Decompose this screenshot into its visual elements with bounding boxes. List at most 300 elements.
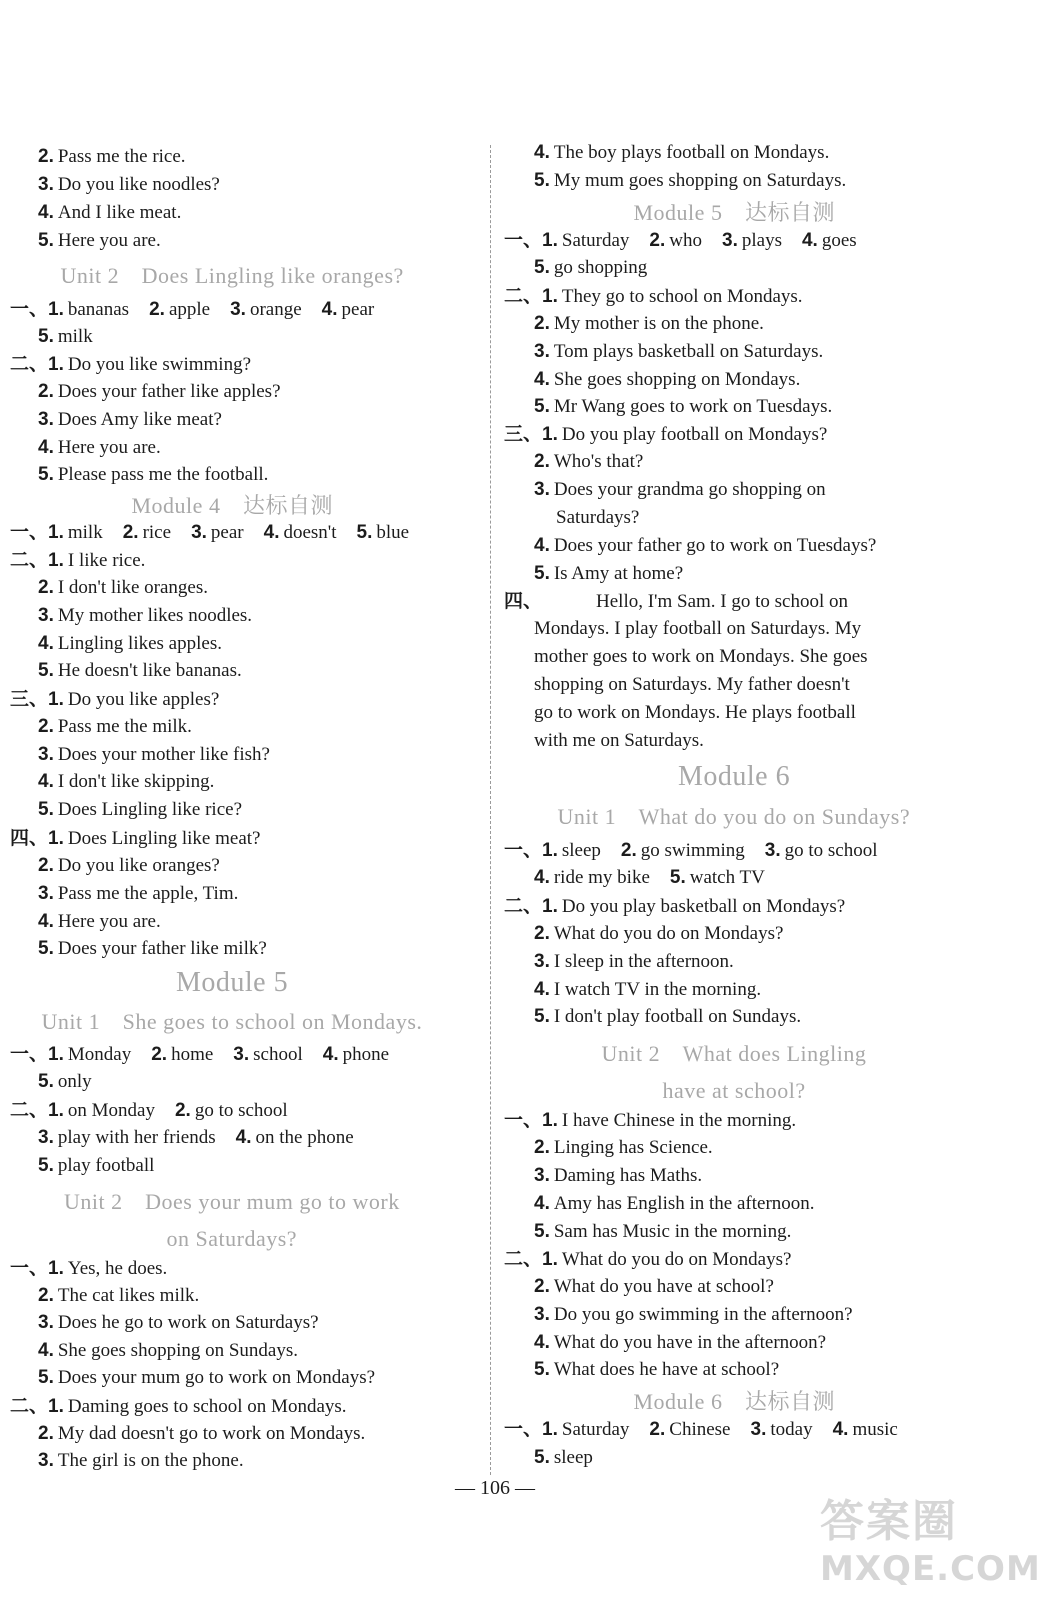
answer-line bbox=[38, 408, 222, 432]
item-number: 4. bbox=[263, 522, 280, 543]
item-number: 3. bbox=[191, 522, 207, 543]
answer-text: My mother likes noodles. bbox=[57, 605, 253, 626]
answer-text: shopping on Saturdays. My father doesn't bbox=[534, 674, 850, 695]
item-number: 2. bbox=[38, 855, 54, 876]
answer-text: Here you are. bbox=[57, 230, 161, 251]
answer-text: Does your grandma go shopping on bbox=[553, 479, 826, 500]
section-marker: 一、 bbox=[504, 1418, 543, 1440]
answer-text: I sleep in the afternoon. bbox=[553, 951, 734, 972]
answer-text: apple bbox=[168, 299, 211, 320]
answer-line bbox=[534, 395, 832, 419]
item-number: 1. bbox=[48, 828, 64, 849]
answer-text: Pass me the milk. bbox=[57, 716, 192, 737]
item-number: 1. bbox=[48, 522, 64, 543]
answer-line bbox=[38, 1339, 298, 1363]
answer-text: music bbox=[852, 1419, 898, 1440]
answer-text: I watch TV in the morning. bbox=[553, 979, 762, 1000]
answer-text: I have Chinese in the morning. bbox=[561, 1110, 797, 1131]
answer-line bbox=[38, 604, 252, 628]
item-number: 1. bbox=[48, 1258, 64, 1279]
answer-line bbox=[534, 1136, 713, 1160]
answer-text: Do you like oranges? bbox=[57, 855, 220, 876]
answer-text: I don't like oranges. bbox=[57, 577, 208, 598]
answer-line bbox=[10, 687, 219, 712]
item-number: 4. bbox=[534, 1332, 550, 1353]
answer-line bbox=[10, 548, 145, 573]
item-number: 1. bbox=[542, 1419, 558, 1440]
answer-line bbox=[38, 854, 220, 878]
answer-text: Does your father like milk? bbox=[57, 938, 267, 959]
section-marker: 一、 bbox=[10, 1043, 49, 1065]
answer-text: Do you play football on Mondays? bbox=[561, 424, 828, 445]
answer-line bbox=[38, 145, 186, 169]
answer-line bbox=[534, 141, 829, 165]
answer-line bbox=[38, 1311, 319, 1335]
answer-line bbox=[534, 645, 868, 669]
answer-text: Lingling likes apples. bbox=[57, 633, 222, 654]
answer-text: play with her friends bbox=[57, 1127, 216, 1148]
item-number: 5. bbox=[534, 1221, 550, 1242]
item-number: 4. bbox=[534, 535, 550, 556]
item-number: 5. bbox=[38, 799, 54, 820]
answer-text: Here you are. bbox=[57, 911, 161, 932]
answer-text: only bbox=[57, 1071, 92, 1092]
answer-line bbox=[38, 910, 161, 934]
answer-text: Who's that? bbox=[553, 451, 644, 472]
answer-text: Does Amy like meat? bbox=[57, 409, 222, 430]
answer-text: Does your mum go to work on Mondays? bbox=[57, 1367, 376, 1388]
item-number: 3. bbox=[230, 299, 246, 320]
item-number: 5. bbox=[669, 867, 686, 888]
answer-text: Does your mother like fish? bbox=[57, 744, 270, 765]
answer-text: Is Amy at home? bbox=[553, 563, 684, 584]
item-number: 2. bbox=[38, 577, 54, 598]
answer-text: Do you play basketball on Mondays? bbox=[561, 896, 846, 917]
item-number: 4. bbox=[38, 771, 54, 792]
answer-line bbox=[534, 950, 734, 974]
item-number: 3. bbox=[722, 230, 738, 251]
answer-line bbox=[10, 520, 409, 545]
item-number: 5. bbox=[534, 563, 550, 584]
answer-line bbox=[38, 715, 192, 739]
item-number: 2. bbox=[534, 313, 550, 334]
answer-line bbox=[534, 978, 761, 1002]
item-number: 3. bbox=[38, 409, 54, 430]
answer-text: milk bbox=[57, 326, 93, 347]
item-number: 3. bbox=[38, 1450, 54, 1471]
unit-heading: Unit 1 She goes to school on Mondays. bbox=[41, 1009, 423, 1034]
answer-text: pear bbox=[210, 522, 244, 543]
item-number: 5. bbox=[38, 1155, 54, 1176]
answer-text: Daming has Maths. bbox=[553, 1165, 703, 1186]
answer-text: sleep bbox=[553, 1447, 593, 1468]
answer-line bbox=[38, 576, 208, 600]
section-marker: 一、 bbox=[504, 839, 543, 861]
answer-text: What do you have at school? bbox=[553, 1276, 774, 1297]
answer-text: The girl is on the phone. bbox=[57, 1450, 244, 1471]
answer-line bbox=[38, 201, 181, 225]
answer-text: school bbox=[253, 1044, 303, 1065]
item-number: 3. bbox=[534, 1304, 550, 1325]
unit-heading: Module 6 达标自测 bbox=[633, 1389, 835, 1414]
item-number: 4. bbox=[235, 1127, 252, 1148]
answer-text: Saturdays? bbox=[556, 507, 640, 528]
item-number: 4. bbox=[534, 979, 550, 1000]
answer-line bbox=[38, 1449, 244, 1473]
section-marker: 三、 bbox=[504, 423, 543, 445]
answer-line bbox=[504, 589, 848, 614]
answer-text: go to work on Mondays. He plays football bbox=[534, 702, 856, 723]
item-number: 1. bbox=[48, 1100, 64, 1121]
answer-line bbox=[534, 673, 850, 697]
item-number: 2. bbox=[38, 716, 54, 737]
answer-text: Amy has English in the afternoon. bbox=[553, 1193, 815, 1214]
item-number: 4. bbox=[38, 911, 54, 932]
item-number: 1. bbox=[48, 1396, 64, 1417]
answer-text: go to school bbox=[194, 1100, 288, 1121]
unit-heading: on Saturdays? bbox=[166, 1226, 298, 1251]
answer-line bbox=[38, 770, 214, 794]
answer-text: mother goes to work on Mondays. She goes bbox=[534, 646, 868, 667]
answer-line bbox=[534, 1192, 815, 1216]
answer-line bbox=[504, 894, 845, 919]
answer-text: She goes shopping on Sundays. bbox=[57, 1340, 299, 1361]
watermark-line2: MXQE.COM bbox=[820, 1549, 1041, 1589]
item-number: 4. bbox=[321, 299, 338, 320]
watermark-logo bbox=[820, 1485, 1041, 1589]
unit-heading: Module 4 达标自测 bbox=[131, 493, 333, 518]
item-number: 2. bbox=[122, 522, 139, 543]
item-number: 4. bbox=[534, 142, 550, 163]
answer-text: Monday bbox=[67, 1044, 132, 1065]
answer-text: goes bbox=[821, 230, 857, 251]
answer-text: go shopping bbox=[553, 257, 648, 278]
item-number: 3. bbox=[233, 1044, 250, 1065]
section-marker: 一、 bbox=[10, 298, 49, 320]
item-number: 2. bbox=[38, 1285, 54, 1306]
answer-line bbox=[534, 312, 764, 336]
answer-text: go swimming bbox=[640, 840, 745, 861]
answer-line bbox=[534, 729, 704, 753]
answer-line bbox=[38, 882, 238, 906]
answer-line bbox=[10, 1042, 389, 1067]
item-number: 4. bbox=[322, 1044, 339, 1065]
answer-line bbox=[504, 1417, 898, 1442]
answer-line bbox=[38, 632, 222, 656]
answer-line bbox=[10, 297, 374, 322]
answer-line bbox=[534, 368, 800, 392]
answer-line bbox=[38, 1284, 199, 1308]
answer-text: doesn't bbox=[283, 522, 337, 543]
item-number: 4. bbox=[38, 1340, 54, 1361]
answer-text: pear bbox=[341, 299, 375, 320]
answer-text: phone bbox=[342, 1044, 390, 1065]
answer-line bbox=[534, 1446, 593, 1470]
answer-line bbox=[534, 1005, 801, 1029]
answer-text: Do you like noodles? bbox=[57, 174, 220, 195]
answer-line bbox=[38, 436, 161, 460]
item-number: 5. bbox=[38, 1071, 54, 1092]
item-number: 1. bbox=[48, 299, 64, 320]
answer-text: He doesn't like bananas. bbox=[57, 660, 242, 681]
answer-line bbox=[504, 838, 878, 863]
answer-text: The boy plays football on Mondays. bbox=[553, 142, 830, 163]
answer-line bbox=[534, 169, 846, 193]
answer-line bbox=[534, 534, 876, 558]
answer-text: My mother is on the phone. bbox=[553, 313, 764, 334]
answer-text: What do you have in the afternoon? bbox=[553, 1332, 827, 1353]
item-number: 3. bbox=[38, 744, 54, 765]
answer-line bbox=[504, 284, 803, 309]
answer-text: My mum goes shopping on Saturdays. bbox=[553, 170, 847, 191]
answer-line bbox=[38, 1070, 92, 1094]
item-number: 3. bbox=[534, 1165, 550, 1186]
item-number: 4. bbox=[38, 633, 54, 654]
module-title: Module 5 bbox=[176, 967, 289, 998]
answer-line bbox=[534, 866, 765, 890]
answer-text: on the phone bbox=[255, 1127, 354, 1148]
answer-line bbox=[10, 1098, 288, 1123]
answer-text: I don't like skipping. bbox=[57, 771, 215, 792]
answer-line bbox=[38, 229, 161, 253]
answer-text: play football bbox=[57, 1155, 155, 1176]
item-number: 2. bbox=[534, 451, 550, 472]
answer-text: Do you like swimming? bbox=[67, 354, 252, 375]
answer-line bbox=[38, 1154, 154, 1178]
answer-text: sleep bbox=[561, 840, 601, 861]
item-number: 3. bbox=[534, 341, 550, 362]
item-number: 3. bbox=[38, 1127, 54, 1148]
answer-text: today bbox=[770, 1419, 813, 1440]
item-number: 4. bbox=[534, 369, 550, 390]
item-number: 2. bbox=[649, 1419, 666, 1440]
answer-text: I like rice. bbox=[67, 550, 146, 571]
unit-heading: Unit 2 Does Lingling like oranges? bbox=[60, 263, 404, 288]
item-number: 4. bbox=[534, 1193, 550, 1214]
answer-line bbox=[38, 1422, 365, 1446]
answer-text: ride my bike bbox=[553, 867, 650, 888]
answer-text: She goes shopping on Mondays. bbox=[553, 369, 801, 390]
answer-text: Yes, he does. bbox=[67, 1258, 168, 1279]
item-number: 2. bbox=[534, 923, 550, 944]
item-number: 4. bbox=[534, 867, 550, 888]
answer-text: Daming goes to school on Mondays. bbox=[67, 1396, 347, 1417]
answer-text: milk bbox=[67, 522, 103, 543]
answer-line bbox=[38, 173, 220, 197]
answer-line bbox=[10, 1394, 347, 1419]
answer-text: Does Lingling like meat? bbox=[67, 828, 261, 849]
answer-line bbox=[534, 1164, 702, 1188]
answer-text: Saturday bbox=[561, 230, 630, 251]
unit-heading: have at school? bbox=[662, 1078, 806, 1103]
answer-text: The cat likes milk. bbox=[57, 1285, 200, 1306]
answer-text: Here you are. bbox=[57, 437, 161, 458]
answer-text: I don't play football on Sundays. bbox=[553, 1006, 802, 1027]
section-marker: 一、 bbox=[10, 521, 49, 543]
answer-text: Linging has Science. bbox=[553, 1137, 713, 1158]
answer-line bbox=[38, 798, 242, 822]
column-divider bbox=[490, 145, 491, 1475]
item-number: 2. bbox=[149, 299, 165, 320]
answer-line bbox=[534, 256, 647, 280]
item-number: 5. bbox=[38, 938, 54, 959]
answer-text: What do you do on Mondays? bbox=[561, 1249, 792, 1270]
answer-line bbox=[534, 617, 861, 641]
item-number: 5. bbox=[356, 522, 373, 543]
answer-line bbox=[534, 922, 783, 946]
item-number: 1. bbox=[542, 286, 558, 307]
answer-line bbox=[534, 340, 823, 364]
item-number: 3. bbox=[764, 840, 781, 861]
item-number: 1. bbox=[542, 230, 558, 251]
answer-text: watch TV bbox=[689, 867, 765, 888]
section-marker: 一、 bbox=[10, 1257, 49, 1279]
answer-text: Does your father go to work on Tuesdays? bbox=[553, 535, 877, 556]
section-marker: 四、 bbox=[504, 590, 543, 612]
item-number: 3. bbox=[38, 605, 54, 626]
section-marker: 一、 bbox=[504, 1109, 543, 1131]
answer-line bbox=[504, 1108, 796, 1133]
answer-text: Does Lingling like rice? bbox=[57, 799, 242, 820]
item-number: 1. bbox=[542, 896, 558, 917]
answer-text: Does your father like apples? bbox=[57, 381, 281, 402]
unit-heading: Unit 2 Does your mum go to work bbox=[64, 1189, 400, 1214]
item-number: 4. bbox=[801, 230, 818, 251]
answer-text: rice bbox=[142, 522, 172, 543]
answer-text: Chinese bbox=[669, 1419, 731, 1440]
section-marker: 二、 bbox=[504, 1248, 543, 1270]
item-number: 4. bbox=[832, 1419, 849, 1440]
item-number: 1. bbox=[542, 840, 558, 861]
answer-text: What do you do on Mondays? bbox=[553, 923, 784, 944]
item-number: 4. bbox=[38, 202, 54, 223]
item-number: 2. bbox=[649, 230, 666, 251]
item-number: 2. bbox=[620, 840, 637, 861]
item-number: 3. bbox=[38, 174, 54, 195]
section-marker: 二、 bbox=[504, 285, 543, 307]
answer-line bbox=[10, 1256, 167, 1281]
item-number: 1. bbox=[542, 1110, 558, 1131]
answer-text: Pass me the apple, Tim. bbox=[57, 883, 239, 904]
section-marker: 二、 bbox=[10, 549, 49, 571]
section-marker: 三、 bbox=[10, 688, 49, 710]
answer-line bbox=[504, 228, 857, 253]
item-number: 3. bbox=[750, 1419, 767, 1440]
item-number: 2. bbox=[151, 1044, 168, 1065]
section-marker: 四、 bbox=[10, 827, 49, 849]
answer-line bbox=[534, 1331, 826, 1355]
item-number: 3. bbox=[534, 479, 550, 500]
answer-line bbox=[556, 506, 639, 530]
answer-text: Do you go swimming in the afternoon? bbox=[553, 1304, 853, 1325]
item-number: 5. bbox=[534, 396, 550, 417]
item-number: 2. bbox=[38, 1423, 54, 1444]
answer-text: plays bbox=[741, 230, 782, 251]
item-number: 5. bbox=[38, 660, 54, 681]
item-number: 4. bbox=[38, 437, 54, 458]
answer-line bbox=[534, 701, 856, 725]
page-number: — 106 — bbox=[455, 1477, 535, 1499]
watermark-line1: 答案圈 bbox=[820, 1496, 958, 1547]
answer-line bbox=[38, 743, 270, 767]
answer-text: Hello, I'm Sam. I go to school on bbox=[596, 591, 848, 612]
answer-text: bananas bbox=[67, 299, 130, 320]
item-number: 2. bbox=[38, 146, 54, 167]
item-number: 1. bbox=[48, 354, 64, 375]
answer-text: Mondays. I play football on Saturdays. My bbox=[534, 618, 862, 639]
item-number: 2. bbox=[38, 381, 54, 402]
section-marker: 二、 bbox=[504, 895, 543, 917]
section-marker: 一、 bbox=[504, 229, 543, 251]
answer-text: blue bbox=[376, 522, 410, 543]
answer-line bbox=[10, 352, 251, 377]
answer-text: They go to school on Mondays. bbox=[561, 286, 803, 307]
item-number: 5. bbox=[534, 1447, 550, 1468]
item-number: 5. bbox=[534, 1359, 550, 1380]
answer-line bbox=[534, 1303, 853, 1327]
answer-line bbox=[38, 380, 281, 404]
item-number: 1. bbox=[542, 1249, 558, 1270]
answer-text: home bbox=[171, 1044, 214, 1065]
item-number: 1. bbox=[542, 424, 558, 445]
answer-line bbox=[504, 1247, 791, 1272]
item-number: 5. bbox=[38, 464, 54, 485]
module-title: Module 6 bbox=[678, 761, 791, 792]
unit-heading: Module 5 达标自测 bbox=[633, 200, 835, 225]
answer-text: Does he go to work on Saturdays? bbox=[57, 1312, 319, 1333]
unit-heading: Unit 1 What do you do on Sundays? bbox=[557, 804, 911, 829]
answer-text: Saturday bbox=[561, 1419, 630, 1440]
answer-text: go to school bbox=[784, 840, 878, 861]
answer-text: Please pass me the football. bbox=[57, 464, 269, 485]
answer-text: with me on Saturdays. bbox=[534, 730, 704, 751]
answer-line bbox=[534, 1220, 791, 1244]
answer-text: Pass me the rice. bbox=[57, 146, 186, 167]
section-marker: 二、 bbox=[10, 353, 49, 375]
item-number: 1. bbox=[48, 689, 64, 710]
answer-line bbox=[38, 1126, 354, 1150]
section-marker: 二、 bbox=[10, 1395, 49, 1417]
answer-text: Mr Wang goes to work on Tuesdays. bbox=[553, 396, 833, 417]
item-number: 5. bbox=[38, 1367, 54, 1388]
answer-text: Sam has Music in the morning. bbox=[553, 1221, 792, 1242]
item-number: 3. bbox=[534, 951, 550, 972]
item-number: 1. bbox=[48, 1044, 64, 1065]
item-number: 3. bbox=[38, 883, 54, 904]
answer-text: on Monday bbox=[67, 1100, 155, 1121]
item-number: 5. bbox=[534, 257, 550, 278]
answer-line bbox=[534, 478, 826, 502]
answer-line bbox=[38, 937, 267, 961]
answer-text: And I like meat. bbox=[57, 202, 182, 223]
item-number: 5. bbox=[38, 326, 54, 347]
answer-line bbox=[534, 562, 683, 586]
answer-line bbox=[10, 826, 260, 851]
answer-line bbox=[38, 325, 93, 349]
answer-line bbox=[504, 422, 827, 447]
item-number: 5. bbox=[534, 1006, 550, 1027]
item-number: 2. bbox=[174, 1100, 191, 1121]
answer-text: Do you like apples? bbox=[67, 689, 220, 710]
section-marker: 二、 bbox=[10, 1099, 49, 1121]
answer-text: Tom plays basketball on Saturdays. bbox=[553, 341, 824, 362]
item-number: 5. bbox=[38, 230, 54, 251]
answer-text: orange bbox=[249, 299, 302, 320]
answer-line bbox=[534, 1275, 774, 1299]
item-number: 2. bbox=[534, 1276, 550, 1297]
answer-text: My dad doesn't go to work on Mondays. bbox=[57, 1423, 366, 1444]
answer-line bbox=[38, 1366, 375, 1390]
